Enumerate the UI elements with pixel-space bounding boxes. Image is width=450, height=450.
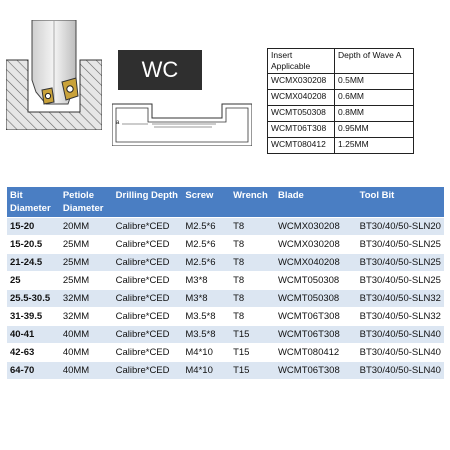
depth-cell: 1.25MM xyxy=(335,138,414,154)
bit-diameter-cell: 25.5-30.5 xyxy=(7,290,60,308)
bit-diameter-cell: 31-39.5 xyxy=(7,308,60,326)
table-row xyxy=(7,362,444,380)
table-row xyxy=(7,218,444,236)
blade-cell: WCMT06T308 xyxy=(275,362,357,380)
depth-cell: 0.95MM xyxy=(335,122,414,138)
bit-diameter-cell: 64-70 xyxy=(7,362,60,380)
drill-diagram xyxy=(6,20,102,130)
screw-cell: M3.5*8 xyxy=(182,308,230,326)
screw-cell: M2.5*6 xyxy=(182,236,230,254)
insert-cell: WCMT080412 xyxy=(268,138,335,154)
insert-depth-table xyxy=(267,48,414,154)
blade-cell: WCMX030208 xyxy=(275,236,357,254)
petiole-diameter-cell: 32MM xyxy=(60,290,113,308)
wrench-cell: T8 xyxy=(230,308,275,326)
table-row xyxy=(7,290,444,308)
insert-cell: WCMX030208 xyxy=(268,74,335,90)
header-petiole-diameter: Petiole Diameter xyxy=(60,187,113,218)
insert-cell: WCMT050308 xyxy=(268,106,335,122)
screw-cell: M2.5*6 xyxy=(182,218,230,236)
header-drilling-depth: Drilling Depth xyxy=(113,187,183,218)
blade-cell: WCMT050308 xyxy=(275,290,357,308)
wrench-cell: T15 xyxy=(230,326,275,344)
petiole-diameter-cell: 25MM xyxy=(60,236,113,254)
header-wrench: Wrench xyxy=(230,187,275,218)
insert-header-depth: Depth of Wave A xyxy=(335,49,414,74)
blade-cell: WCMX030208 xyxy=(275,218,357,236)
header-tool-bit: Tool Bit xyxy=(357,187,444,218)
petiole-diameter-cell: 25MM xyxy=(60,254,113,272)
tool-bit-cell: BT30/40/50-SLN25 xyxy=(357,272,444,290)
insert-cell: WCMT06T308 xyxy=(268,122,335,138)
petiole-diameter-cell: 40MM xyxy=(60,326,113,344)
drilling-depth-cell: Calibre*CED xyxy=(113,272,183,290)
table-row xyxy=(7,254,444,272)
drilling-depth-cell: Calibre*CED xyxy=(113,344,183,362)
screw-cell: M4*10 xyxy=(182,344,230,362)
petiole-diameter-cell: 25MM xyxy=(60,272,113,290)
blade-cell: WCMT06T308 xyxy=(275,308,357,326)
table-row xyxy=(268,138,414,154)
tool-bit-cell: BT30/40/50-SLN25 xyxy=(357,236,444,254)
blade-cell: WCMT080412 xyxy=(275,344,357,362)
wrench-cell: T8 xyxy=(230,290,275,308)
insert-header-insert: Insert Applicable xyxy=(268,49,335,74)
specification-table xyxy=(7,187,444,379)
drilling-depth-cell: Calibre*CED xyxy=(113,254,183,272)
drilling-depth-cell: Calibre*CED xyxy=(113,326,183,344)
wrench-cell: T15 xyxy=(230,362,275,380)
petiole-diameter-cell: 32MM xyxy=(60,308,113,326)
screw-cell: M2.5*6 xyxy=(182,254,230,272)
tool-bit-cell: BT30/40/50-SLN20 xyxy=(357,218,444,236)
blade-cell: WCMX040208 xyxy=(275,254,357,272)
bit-diameter-cell: 15-20.5 xyxy=(7,236,60,254)
drilling-depth-cell: Calibre*CED xyxy=(113,290,183,308)
depth-cell: 0.6MM xyxy=(335,90,414,106)
spec-table-header-row xyxy=(7,187,444,218)
header-blade: Blade xyxy=(275,187,357,218)
table-row xyxy=(268,90,414,106)
tool-bit-cell: BT30/40/50-SLN40 xyxy=(357,344,444,362)
tool-bit-cell: BT30/40/50-SLN40 xyxy=(357,326,444,344)
tool-bit-cell: BT30/40/50-SLN32 xyxy=(357,290,444,308)
wrench-cell: T8 xyxy=(230,272,275,290)
bit-diameter-cell: 21-24.5 xyxy=(7,254,60,272)
wrench-cell: T15 xyxy=(230,344,275,362)
table-row xyxy=(7,236,444,254)
header-screw: Screw xyxy=(182,187,230,218)
wc-badge: WC xyxy=(118,50,202,90)
screw-cell: M3.5*8 xyxy=(182,326,230,344)
tool-bit-cell: BT30/40/50-SLN25 xyxy=(357,254,444,272)
table-row xyxy=(7,344,444,362)
header-bit-diameter: Bit Diameter xyxy=(7,187,60,218)
drilling-depth-cell: Calibre*CED xyxy=(113,236,183,254)
bit-diameter-cell: 42-63 xyxy=(7,344,60,362)
bit-diameter-cell: 25 xyxy=(7,272,60,290)
groove-marker-label: a xyxy=(116,120,120,126)
drilling-depth-cell: Calibre*CED xyxy=(113,218,183,236)
table-row xyxy=(268,122,414,138)
petiole-diameter-cell: 40MM xyxy=(60,362,113,380)
table-row xyxy=(268,74,414,90)
screw-cell: M4*10 xyxy=(182,362,230,380)
insert-cell: WCMX040208 xyxy=(268,90,335,106)
tool-bit-cell: BT30/40/50-SLN40 xyxy=(357,362,444,380)
petiole-diameter-cell: 20MM xyxy=(60,218,113,236)
bit-diameter-cell: 15-20 xyxy=(7,218,60,236)
table-row xyxy=(7,326,444,344)
table-row xyxy=(268,106,414,122)
drilling-depth-cell: Calibre*CED xyxy=(113,362,183,380)
table-row xyxy=(7,308,444,326)
wrench-cell: T8 xyxy=(230,218,275,236)
blade-cell: WCMT06T308 xyxy=(275,326,357,344)
wrench-cell: T8 xyxy=(230,254,275,272)
drilling-depth-cell: Calibre*CED xyxy=(113,308,183,326)
wrench-cell: T8 xyxy=(230,236,275,254)
insert-table-header-row xyxy=(268,49,414,74)
bit-diameter-cell: 40-41 xyxy=(7,326,60,344)
table-row xyxy=(7,272,444,290)
screw-cell: M3*8 xyxy=(182,272,230,290)
groove-depth-diagram xyxy=(112,102,252,146)
depth-cell: 0.8MM xyxy=(335,106,414,122)
tool-bit-cell: BT30/40/50-SLN32 xyxy=(357,308,444,326)
petiole-diameter-cell: 40MM xyxy=(60,344,113,362)
blade-cell: WCMT050308 xyxy=(275,272,357,290)
screw-cell: M3*8 xyxy=(182,290,230,308)
depth-cell: 0.5MM xyxy=(335,74,414,90)
